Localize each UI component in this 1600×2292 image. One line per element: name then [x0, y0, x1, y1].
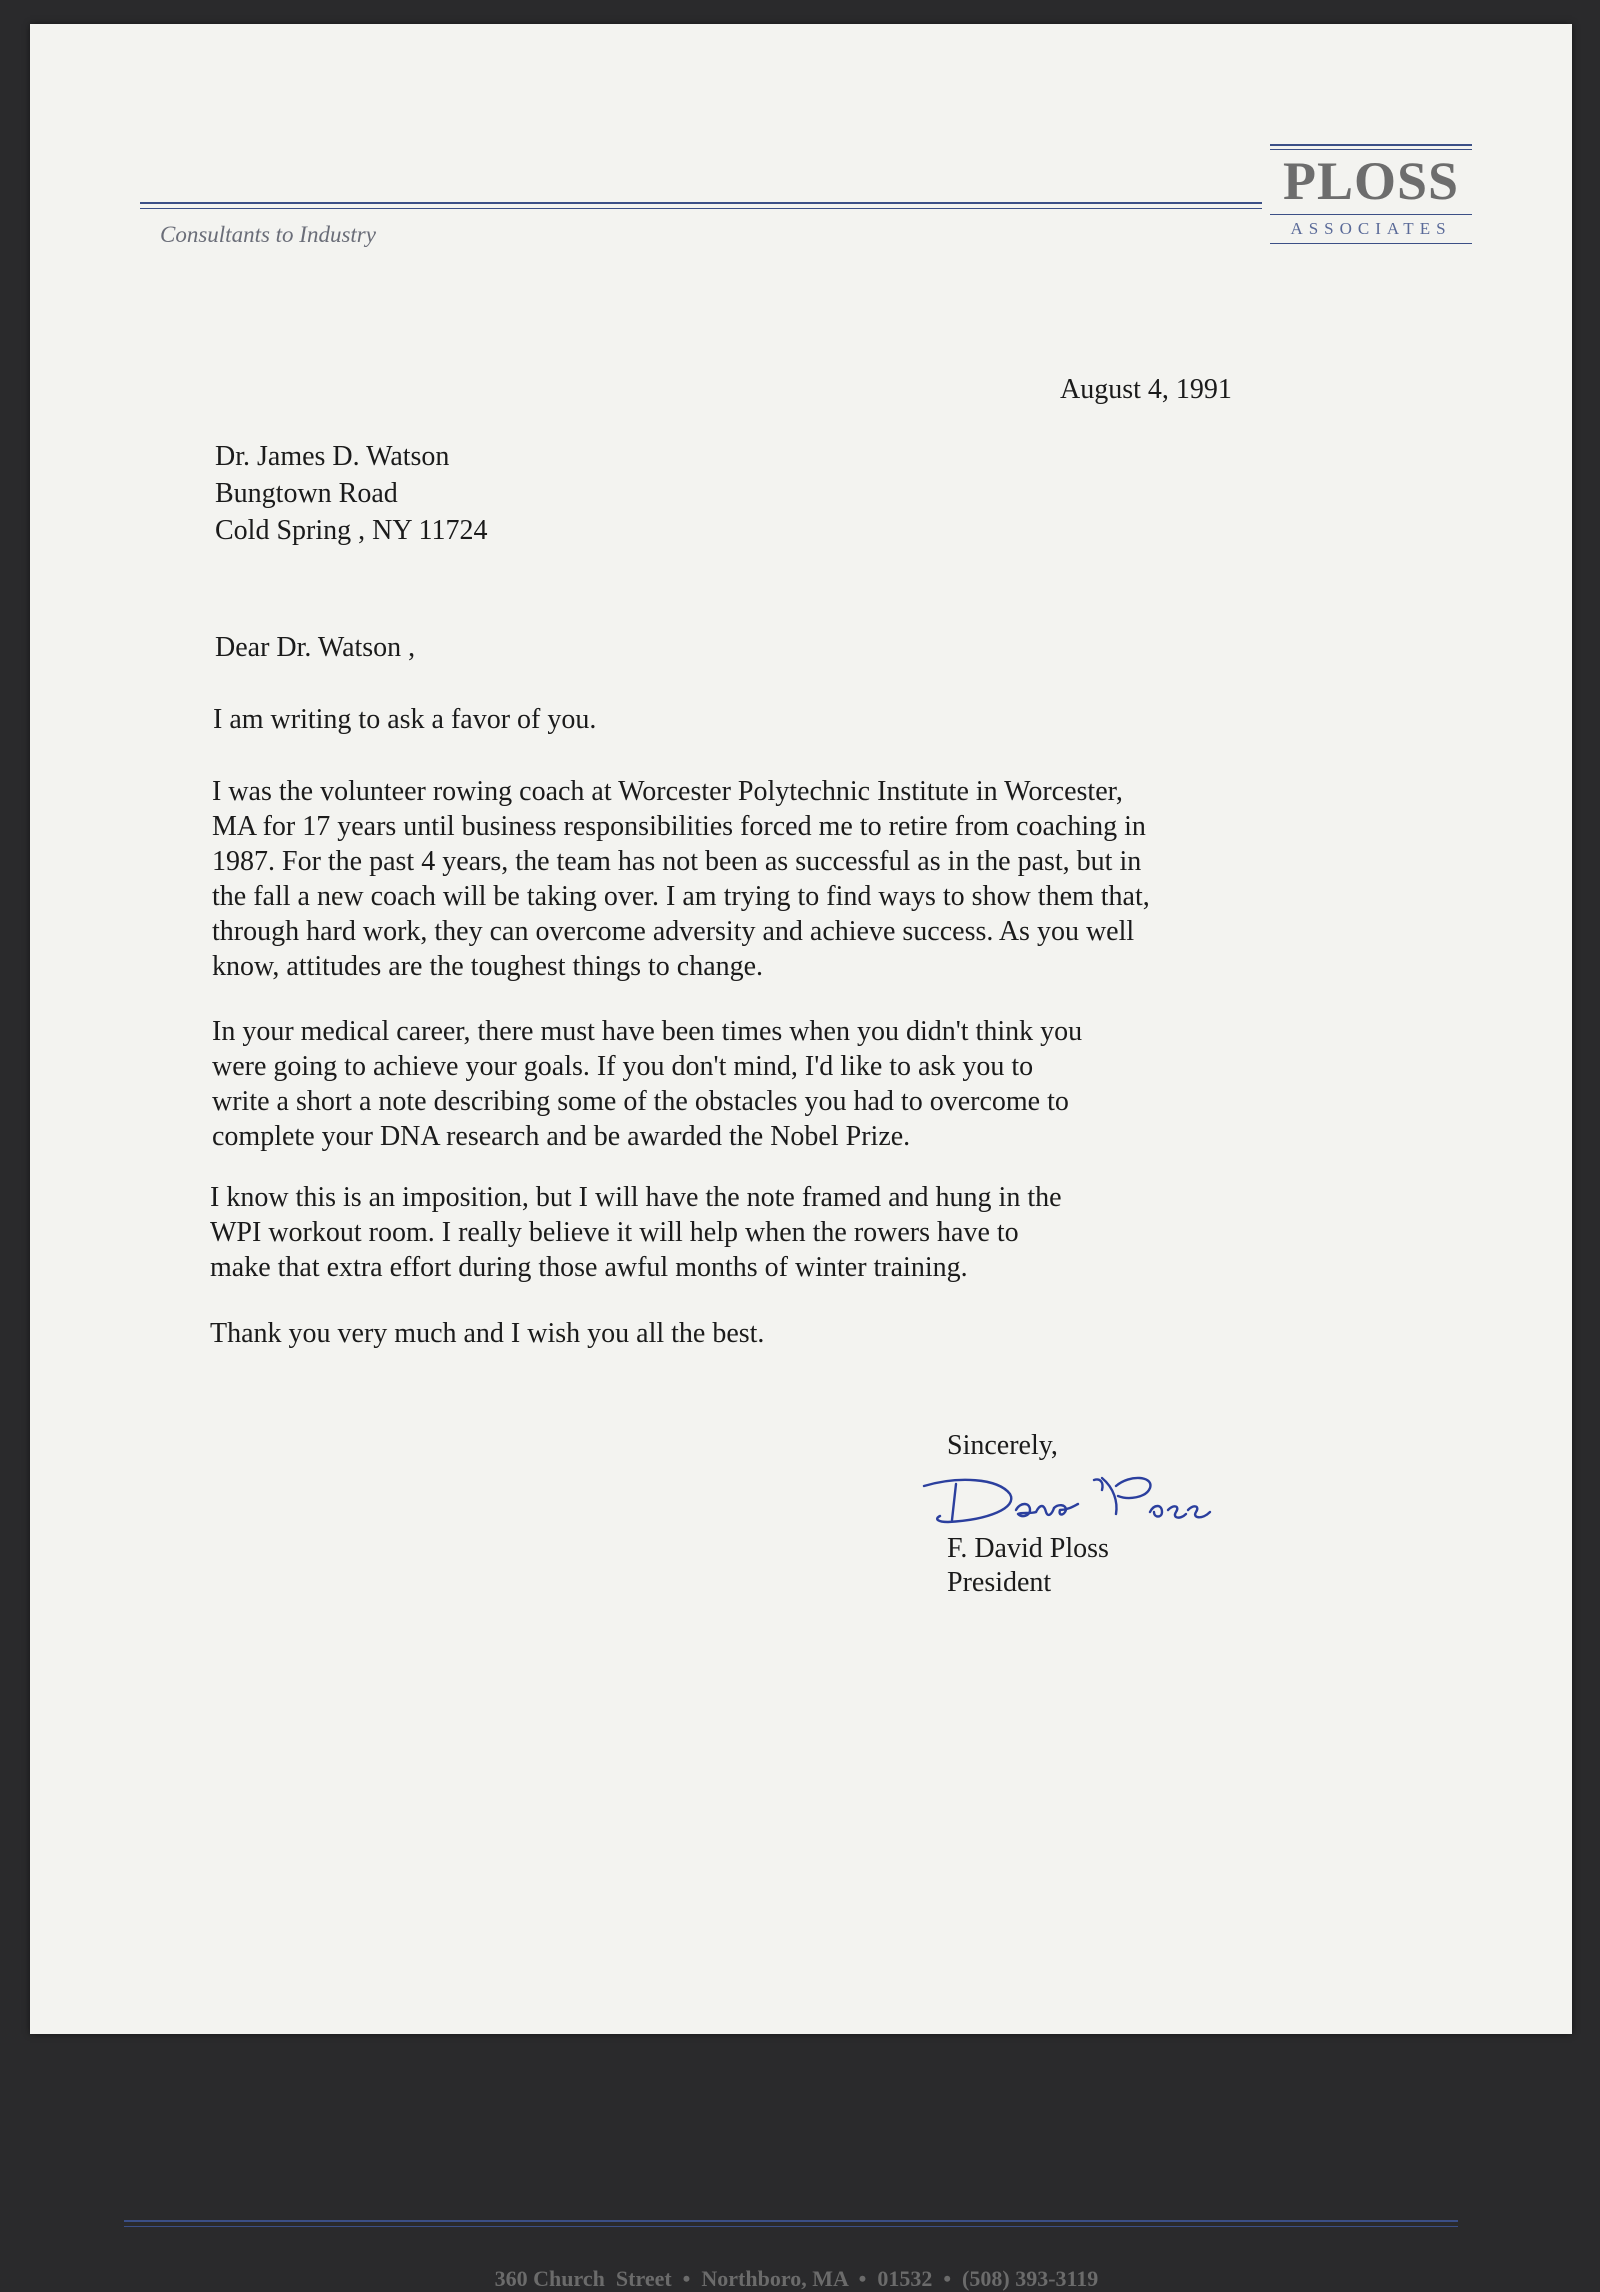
closing: Sincerely, — [947, 1430, 1058, 1461]
company-logo — [1270, 144, 1472, 244]
paragraph-line: make that extra effort during those awful months of winter training. — [210, 1252, 968, 1283]
paragraph-line: MA for 17 years until business responsibilities forced me to retire from coaching in — [212, 811, 1146, 842]
paragraph-line: the fall a new coach will be taking over. I am trying to find ways to show them that, — [212, 881, 1150, 912]
salutation: Dear Dr. Watson , — [215, 632, 416, 663]
paragraph-line: Thank you very much and I wish you all the best. — [210, 1318, 765, 1349]
paragraph-line: were going to achieve your goals. If you don't mind, I'd like to ask you to — [212, 1051, 1034, 1082]
paragraph-1 — [213, 702, 596, 737]
paragraph-line: I was the volunteer rowing coach at Worcester Polytechnic Institute in Worcester, — [212, 776, 1123, 807]
paragraph-5 — [210, 1316, 764, 1351]
signer-name: F. David Ploss — [947, 1533, 1109, 1564]
letterhead-rule-top — [140, 202, 1262, 204]
paragraph-3 — [212, 1014, 1082, 1154]
paragraph-line: complete your DNA research and be awarded the Nobel Prize. — [212, 1121, 911, 1152]
paragraph-2 — [212, 774, 1150, 984]
recipient-name: Dr. James D. Watson — [215, 441, 450, 472]
footer-address: 360 Church Street • Northboro, MA • 01532 • (508) 393-3119 — [494, 2266, 1099, 2291]
logo-name: PLOSS — [1282, 151, 1460, 211]
paragraph-line: In your medical career, there must have been times when you didn't think you — [212, 1016, 1083, 1047]
footer-rule-top — [124, 2220, 1458, 2222]
letterhead-rule-bottom — [140, 208, 1262, 209]
signer-title: President — [947, 1567, 1052, 1598]
paragraph-line: 1987. For the past 4 years, the team has not been as successful as in the past, but in — [212, 846, 1142, 877]
letter-date: August 4, 1991 — [1060, 374, 1232, 405]
recipient-address — [215, 438, 488, 549]
recipient-street: Bungtown Road — [215, 478, 398, 509]
paragraph-line: know, attitudes are the toughest things to change. — [212, 951, 764, 982]
paragraph-line: write a short a note describing some of the obstacles you had to overcome to — [212, 1086, 1069, 1117]
footer-rule-bottom — [124, 2226, 1458, 2227]
paragraph-line: through hard work, they can overcome adversity and achieve success. As you well — [212, 916, 1135, 947]
letterhead-tagline: Consultants to Industry — [160, 222, 376, 247]
paragraph-line: WPI workout room. I really believe it will help when the rowers have to — [210, 1217, 1019, 1248]
signer-block — [947, 1532, 1109, 1600]
recipient-city: Cold Spring , NY 11724 — [215, 515, 488, 546]
handwritten-signature — [918, 1464, 1268, 1534]
paragraph-line: I know this is an imposition, but I will have the note framed and hung in the — [210, 1182, 1062, 1213]
paragraph-4 — [210, 1180, 1062, 1285]
logo-subtitle: ASSOCIATES — [1290, 219, 1452, 238]
footer — [124, 2240, 1458, 2292]
paragraph-line: I am writing to ask a favor of you. — [213, 704, 597, 735]
